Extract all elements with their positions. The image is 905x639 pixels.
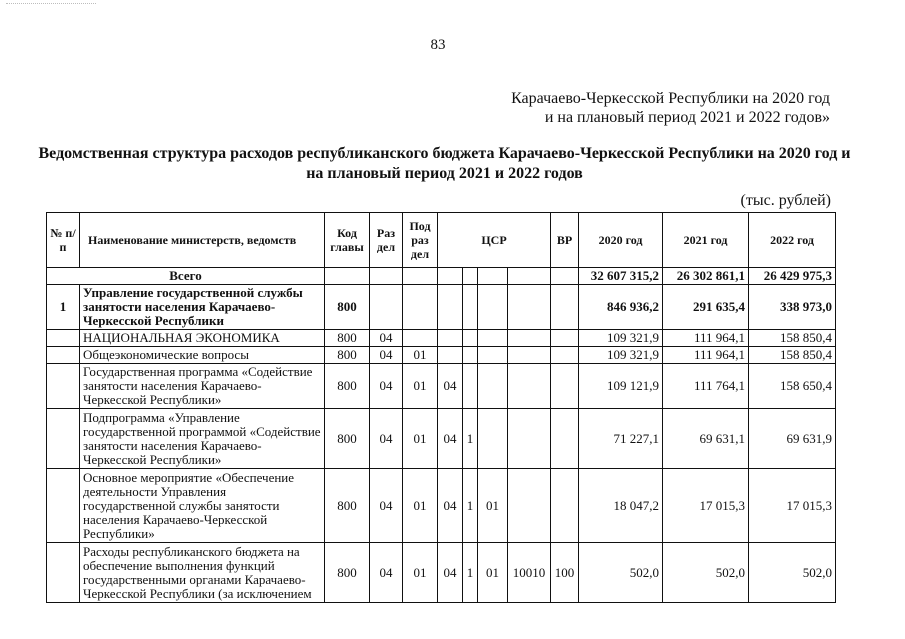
cell-csr-3: 01 <box>478 469 508 543</box>
cell-csr-4: 10010 <box>508 543 551 603</box>
cell-csr-3: 01 <box>478 543 508 603</box>
cell-csr-1 <box>438 330 463 347</box>
empty-cell <box>551 268 579 285</box>
cell-csr-3 <box>478 347 508 364</box>
cell-code: 800 <box>325 409 370 469</box>
cell-code: 800 <box>325 543 370 603</box>
cell-csr-4 <box>508 469 551 543</box>
cell-section: 04 <box>370 409 403 469</box>
cell-csr-4 <box>508 347 551 364</box>
cell-vr <box>551 469 579 543</box>
cell-num <box>47 543 80 603</box>
cell-2021: 69 631,1 <box>663 409 749 469</box>
empty-cell <box>370 268 403 285</box>
cell-2022: 69 631,9 <box>749 409 836 469</box>
cell-2020: 846 936,2 <box>579 285 663 330</box>
cell-csr-4 <box>508 330 551 347</box>
cell-num <box>47 409 80 469</box>
empty-cell <box>403 268 438 285</box>
cell-section: 04 <box>370 330 403 347</box>
cell-subsection: 01 <box>403 469 438 543</box>
cell-csr-2: 1 <box>463 543 478 603</box>
cell-csr-3 <box>478 409 508 469</box>
total-row <box>47 268 836 285</box>
header-2022: 2022 год <box>749 213 836 268</box>
table-row <box>47 543 836 603</box>
cell-2020: 109 121,9 <box>579 364 663 409</box>
cell-vr: 100 <box>551 543 579 603</box>
cell-csr-2 <box>463 347 478 364</box>
cell-csr-3 <box>478 330 508 347</box>
cell-2022: 502,0 <box>749 543 836 603</box>
header-subsection: Под раз дел <box>403 213 438 268</box>
cell-section <box>370 285 403 330</box>
cell-section: 04 <box>370 469 403 543</box>
cell-subsection: 01 <box>403 543 438 603</box>
total-2021: 26 302 861,1 <box>663 268 749 285</box>
cell-csr-1 <box>438 347 463 364</box>
cell-2021: 111 964,1 <box>663 330 749 347</box>
empty-cell <box>463 268 478 285</box>
cell-csr-2 <box>463 364 478 409</box>
header-code: Код главы <box>325 213 370 268</box>
cell-2021: 111 764,1 <box>663 364 749 409</box>
cell-vr <box>551 364 579 409</box>
cell-name: Расходы республиканского бюджета на обеспечение выполнения функций государственными органами Карачаево-Черкесской Республики (за исключением <box>80 543 325 603</box>
cell-csr-1: 04 <box>438 469 463 543</box>
cell-2020: 502,0 <box>579 543 663 603</box>
cell-2022: 158 850,4 <box>749 347 836 364</box>
cell-csr-4 <box>508 409 551 469</box>
cell-name: Подпрограмма «Управление государственной программой «Содействие занятости населения Карачаево-Черкесской Республики» <box>80 409 325 469</box>
cell-vr <box>551 330 579 347</box>
cell-2022: 338 973,0 <box>749 285 836 330</box>
cell-num <box>47 364 80 409</box>
cell-code: 800 <box>325 347 370 364</box>
cell-subsection: 01 <box>403 364 438 409</box>
appendix-heading-line-2: и на плановый период 2021 и 2022 годов» <box>544 109 830 126</box>
cell-num: 1 <box>47 285 80 330</box>
header-csr: ЦСР <box>438 213 551 268</box>
cell-2021: 111 964,1 <box>663 347 749 364</box>
cell-code: 800 <box>325 285 370 330</box>
cell-csr-3 <box>478 364 508 409</box>
header-vr: ВР <box>551 213 579 268</box>
cell-code: 800 <box>325 469 370 543</box>
cell-subsection: 01 <box>403 347 438 364</box>
table-row <box>47 347 836 364</box>
table-row <box>47 409 836 469</box>
total-label: Всего <box>47 268 325 285</box>
cell-csr-2: 1 <box>463 409 478 469</box>
total-2020: 32 607 315,2 <box>579 268 663 285</box>
header-section: Раз дел <box>370 213 403 268</box>
cell-2020: 71 227,1 <box>579 409 663 469</box>
scan-artifact <box>6 3 96 8</box>
cell-name: Общеэкономические вопросы <box>80 347 325 364</box>
table-row <box>47 364 836 409</box>
header-name: Наименование министерств, ведомств <box>80 213 325 268</box>
cell-name: Управление государственной службы занятости населения Карачаево-Черкесской Республики <box>80 285 325 330</box>
cell-2020: 109 321,9 <box>579 330 663 347</box>
document-title-line-2: на плановый период 2021 и 2022 годов <box>306 165 583 182</box>
empty-cell <box>438 268 463 285</box>
cell-2020: 109 321,9 <box>579 347 663 364</box>
cell-2021: 291 635,4 <box>663 285 749 330</box>
cell-csr-4 <box>508 285 551 330</box>
cell-csr-4 <box>508 364 551 409</box>
cell-vr <box>551 347 579 364</box>
document-title-line-1: Ведомственная структура расходов республиканского бюджета Карачаево-Черкесской Республики на 2020 год и <box>38 145 851 162</box>
table-row <box>47 330 836 347</box>
cell-2020: 18 047,2 <box>579 469 663 543</box>
cell-name: Основное мероприятие «Обеспечение деятельности Управления государственной службы занятости населения Карачаево-Черкесской Республики» <box>80 469 325 543</box>
cell-csr-2 <box>463 285 478 330</box>
cell-section: 04 <box>370 347 403 364</box>
cell-2022: 158 850,4 <box>749 330 836 347</box>
cell-num <box>47 330 80 347</box>
cell-csr-3 <box>478 285 508 330</box>
cell-2022: 158 650,4 <box>749 364 836 409</box>
units-label: (тыс. рублей) <box>740 192 831 209</box>
cell-num <box>47 347 80 364</box>
cell-csr-2 <box>463 330 478 347</box>
header-num: № п/п <box>47 213 80 268</box>
table-header-row <box>47 213 836 268</box>
document-title <box>28 144 861 184</box>
cell-csr-1: 04 <box>438 543 463 603</box>
appendix-heading <box>310 89 830 127</box>
cell-code: 800 <box>325 364 370 409</box>
cell-subsection <box>403 330 438 347</box>
total-2022: 26 429 975,3 <box>749 268 836 285</box>
cell-name: НАЦИОНАЛЬНАЯ ЭКОНОМИКА <box>80 330 325 347</box>
cell-csr-1 <box>438 285 463 330</box>
cell-vr <box>551 409 579 469</box>
cell-name: Государственная программа «Содействие занятости населения Карачаево-Черкесской Республики» <box>80 364 325 409</box>
page-number: 83 <box>430 37 446 53</box>
cell-csr-2: 1 <box>463 469 478 543</box>
empty-cell <box>325 268 370 285</box>
cell-section: 04 <box>370 364 403 409</box>
appendix-heading-line-1: Карачаево-Черкесской Республики на 2020 год <box>511 90 830 107</box>
cell-num <box>47 469 80 543</box>
empty-cell <box>478 268 508 285</box>
table-row <box>47 469 836 543</box>
cell-section: 04 <box>370 543 403 603</box>
table-row <box>47 285 836 330</box>
cell-vr <box>551 285 579 330</box>
cell-csr-1: 04 <box>438 364 463 409</box>
cell-subsection: 01 <box>403 409 438 469</box>
header-2021: 2021 год <box>663 213 749 268</box>
budget-table <box>46 212 836 603</box>
header-2020: 2020 год <box>579 213 663 268</box>
cell-2021: 502,0 <box>663 543 749 603</box>
cell-code: 800 <box>325 330 370 347</box>
cell-csr-1: 04 <box>438 409 463 469</box>
cell-2022: 17 015,3 <box>749 469 836 543</box>
cell-2021: 17 015,3 <box>663 469 749 543</box>
cell-subsection <box>403 285 438 330</box>
empty-cell <box>508 268 551 285</box>
